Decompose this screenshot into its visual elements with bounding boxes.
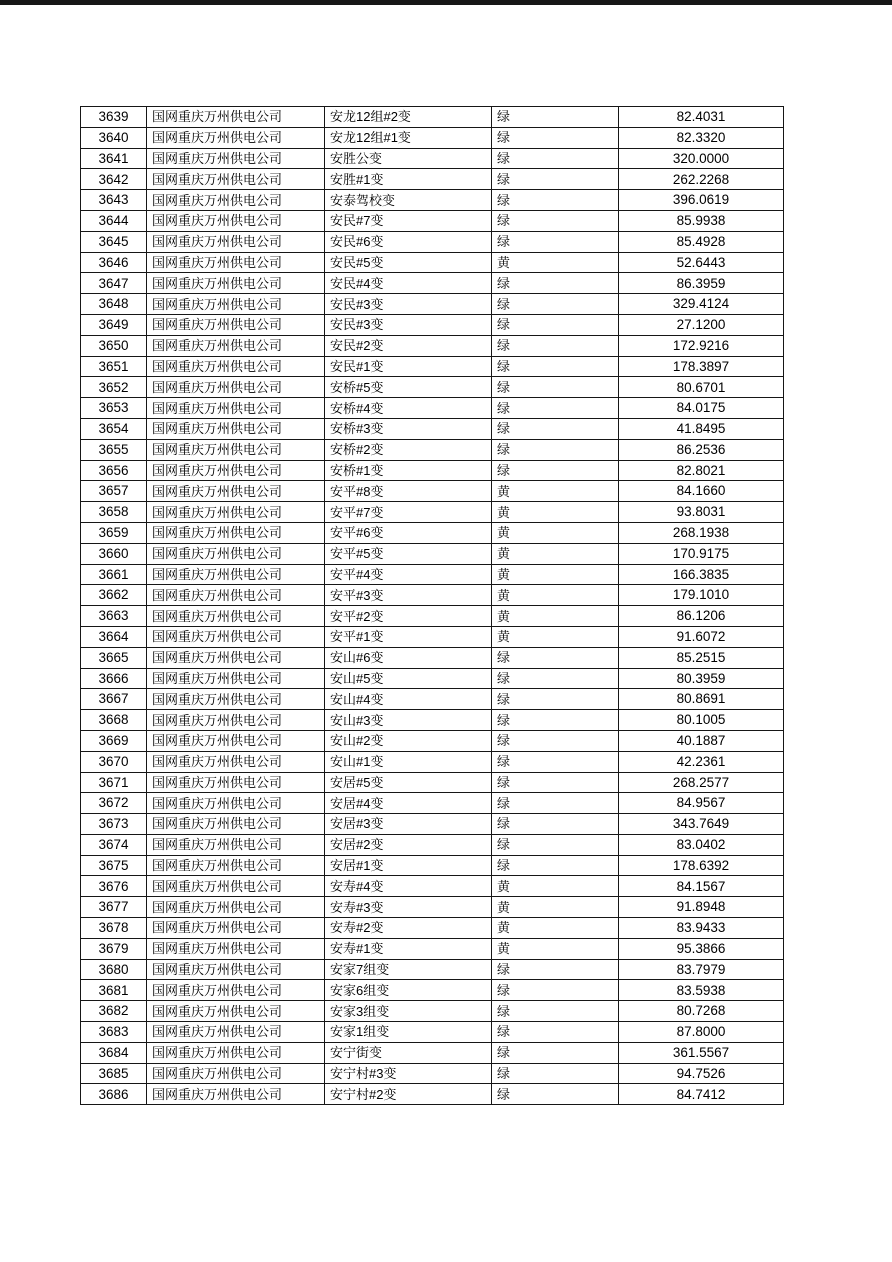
cell-company-name: 国网重庆万州供电公司 — [147, 481, 325, 502]
cell-status-label: 绿 — [492, 335, 619, 356]
cell-transformer-name: 安桥#4变 — [325, 398, 492, 419]
table-row — [81, 335, 784, 356]
cell-row-number: 3678 — [81, 918, 147, 939]
cell-company-name: 国网重庆万州供电公司 — [147, 169, 325, 190]
cell-transformer-name: 安龙12组#2变 — [325, 107, 492, 128]
cell-numeric-value: 94.7526 — [619, 1063, 784, 1084]
cell-numeric-value: 361.5567 — [619, 1042, 784, 1063]
cell-numeric-value: 170.9175 — [619, 543, 784, 564]
table-row — [81, 959, 784, 980]
cell-status-label: 黄 — [492, 876, 619, 897]
cell-transformer-name: 安居#3变 — [325, 814, 492, 835]
cell-status-label: 黄 — [492, 543, 619, 564]
cell-numeric-value: 27.1200 — [619, 314, 784, 335]
cell-transformer-name: 安桥#5变 — [325, 377, 492, 398]
cell-row-number: 3647 — [81, 273, 147, 294]
cell-company-name: 国网重庆万州供电公司 — [147, 876, 325, 897]
cell-row-number: 3667 — [81, 689, 147, 710]
cell-transformer-name: 安平#8变 — [325, 481, 492, 502]
cell-numeric-value: 86.3959 — [619, 273, 784, 294]
table-row — [81, 772, 784, 793]
cell-transformer-name: 安平#7变 — [325, 502, 492, 523]
cell-transformer-name: 安平#3变 — [325, 585, 492, 606]
cell-row-number: 3680 — [81, 959, 147, 980]
cell-numeric-value: 396.0619 — [619, 190, 784, 211]
cell-numeric-value: 80.8691 — [619, 689, 784, 710]
cell-row-number: 3668 — [81, 710, 147, 731]
cell-transformer-name: 安民#3变 — [325, 314, 492, 335]
cell-numeric-value: 178.6392 — [619, 855, 784, 876]
table-row — [81, 418, 784, 439]
cell-transformer-name: 安宁街变 — [325, 1042, 492, 1063]
cell-status-label: 绿 — [492, 127, 619, 148]
cell-status-label: 绿 — [492, 418, 619, 439]
cell-row-number: 3686 — [81, 1084, 147, 1105]
cell-numeric-value: 84.0175 — [619, 398, 784, 419]
cell-status-label: 绿 — [492, 377, 619, 398]
cell-transformer-name: 安民#5变 — [325, 252, 492, 273]
cell-status-label: 绿 — [492, 1001, 619, 1022]
cell-transformer-name: 安平#6变 — [325, 522, 492, 543]
table-row — [81, 210, 784, 231]
cell-company-name: 国网重庆万州供电公司 — [147, 273, 325, 294]
cell-status-label: 绿 — [492, 710, 619, 731]
cell-numeric-value: 166.3835 — [619, 564, 784, 585]
cell-numeric-value: 82.8021 — [619, 460, 784, 481]
cell-numeric-value: 320.0000 — [619, 148, 784, 169]
cell-row-number: 3657 — [81, 481, 147, 502]
cell-row-number: 3649 — [81, 314, 147, 335]
cell-status-label: 绿 — [492, 793, 619, 814]
cell-transformer-name: 安龙12组#1变 — [325, 127, 492, 148]
table-row — [81, 252, 784, 273]
cell-transformer-name: 安山#6变 — [325, 647, 492, 668]
cell-numeric-value: 178.3897 — [619, 356, 784, 377]
cell-company-name: 国网重庆万州供电公司 — [147, 148, 325, 169]
cell-transformer-name: 安桥#1变 — [325, 460, 492, 481]
cell-company-name: 国网重庆万州供电公司 — [147, 585, 325, 606]
cell-status-label: 绿 — [492, 190, 619, 211]
table-row — [81, 460, 784, 481]
cell-company-name: 国网重庆万州供电公司 — [147, 398, 325, 419]
table-row — [81, 377, 784, 398]
table-row — [81, 876, 784, 897]
cell-transformer-name: 安宁村#3变 — [325, 1063, 492, 1084]
cell-numeric-value: 179.1010 — [619, 585, 784, 606]
cell-company-name: 国网重庆万州供电公司 — [147, 980, 325, 1001]
cell-row-number: 3650 — [81, 335, 147, 356]
cell-status-label: 黄 — [492, 252, 619, 273]
cell-transformer-name: 安民#1变 — [325, 356, 492, 377]
cell-row-number: 3677 — [81, 897, 147, 918]
cell-company-name: 国网重庆万州供电公司 — [147, 1022, 325, 1043]
cell-numeric-value: 84.1567 — [619, 876, 784, 897]
cell-numeric-value: 87.8000 — [619, 1022, 784, 1043]
table-row — [81, 1084, 784, 1105]
cell-status-label: 绿 — [492, 1084, 619, 1105]
cell-status-label: 绿 — [492, 169, 619, 190]
cell-row-number: 3655 — [81, 439, 147, 460]
cell-row-number: 3676 — [81, 876, 147, 897]
table-row — [81, 356, 784, 377]
cell-transformer-name: 安寿#1变 — [325, 938, 492, 959]
cell-status-label: 黄 — [492, 585, 619, 606]
cell-transformer-name: 安寿#2变 — [325, 918, 492, 939]
cell-company-name: 国网重庆万州供电公司 — [147, 730, 325, 751]
cell-company-name: 国网重庆万州供电公司 — [147, 190, 325, 211]
cell-company-name: 国网重庆万州供电公司 — [147, 938, 325, 959]
table-row — [81, 730, 784, 751]
cell-transformer-name: 安居#1变 — [325, 855, 492, 876]
cell-status-label: 黄 — [492, 522, 619, 543]
cell-row-number: 3639 — [81, 107, 147, 128]
cell-numeric-value: 91.8948 — [619, 897, 784, 918]
cell-numeric-value: 172.9216 — [619, 335, 784, 356]
cell-transformer-name: 安宁村#2变 — [325, 1084, 492, 1105]
cell-status-label: 绿 — [492, 980, 619, 1001]
cell-transformer-name: 安山#3变 — [325, 710, 492, 731]
cell-numeric-value: 85.9938 — [619, 210, 784, 231]
table-row — [81, 231, 784, 252]
cell-row-number: 3683 — [81, 1022, 147, 1043]
cell-company-name: 国网重庆万州供电公司 — [147, 210, 325, 231]
table-row — [81, 814, 784, 835]
table-row — [81, 647, 784, 668]
cell-company-name: 国网重庆万州供电公司 — [147, 107, 325, 128]
cell-row-number: 3672 — [81, 793, 147, 814]
cell-company-name: 国网重庆万州供电公司 — [147, 1001, 325, 1022]
cell-numeric-value: 86.2536 — [619, 439, 784, 460]
cell-row-number: 3664 — [81, 626, 147, 647]
cell-company-name: 国网重庆万州供电公司 — [147, 1063, 325, 1084]
cell-company-name: 国网重庆万州供电公司 — [147, 252, 325, 273]
table-row — [81, 1042, 784, 1063]
table-row — [81, 398, 784, 419]
table-row — [81, 127, 784, 148]
cell-numeric-value: 85.2515 — [619, 647, 784, 668]
table-row — [81, 855, 784, 876]
cell-numeric-value: 40.1887 — [619, 730, 784, 751]
cell-row-number: 3659 — [81, 522, 147, 543]
cell-company-name: 国网重庆万州供电公司 — [147, 834, 325, 855]
cell-status-label: 绿 — [492, 294, 619, 315]
table-row — [81, 294, 784, 315]
cell-status-label: 绿 — [492, 772, 619, 793]
cell-company-name: 国网重庆万州供电公司 — [147, 959, 325, 980]
cell-status-label: 绿 — [492, 1022, 619, 1043]
table-row — [81, 751, 784, 772]
cell-numeric-value: 83.9433 — [619, 918, 784, 939]
cell-row-number: 3682 — [81, 1001, 147, 1022]
cell-row-number: 3646 — [81, 252, 147, 273]
table-row — [81, 793, 784, 814]
cell-status-label: 绿 — [492, 959, 619, 980]
cell-status-label: 绿 — [492, 668, 619, 689]
cell-status-label: 黄 — [492, 918, 619, 939]
table-row — [81, 273, 784, 294]
table-row — [81, 918, 784, 939]
cell-transformer-name: 安平#5变 — [325, 543, 492, 564]
cell-company-name: 国网重庆万州供电公司 — [147, 439, 325, 460]
cell-status-label: 绿 — [492, 210, 619, 231]
cell-company-name: 国网重庆万州供电公司 — [147, 522, 325, 543]
table-row — [81, 169, 784, 190]
table-row — [81, 668, 784, 689]
cell-numeric-value: 80.3959 — [619, 668, 784, 689]
cell-row-number: 3685 — [81, 1063, 147, 1084]
cell-transformer-name: 安平#4变 — [325, 564, 492, 585]
cell-status-label: 绿 — [492, 356, 619, 377]
cell-transformer-name: 安家3组变 — [325, 1001, 492, 1022]
cell-row-number: 3654 — [81, 418, 147, 439]
cell-row-number: 3666 — [81, 668, 147, 689]
cell-numeric-value: 80.6701 — [619, 377, 784, 398]
cell-status-label: 黄 — [492, 606, 619, 627]
cell-numeric-value: 83.5938 — [619, 980, 784, 1001]
cell-company-name: 国网重庆万州供电公司 — [147, 1084, 325, 1105]
cell-transformer-name: 安家6组变 — [325, 980, 492, 1001]
cell-transformer-name: 安平#2变 — [325, 606, 492, 627]
cell-transformer-name: 安民#6变 — [325, 231, 492, 252]
cell-row-number: 3671 — [81, 772, 147, 793]
cell-numeric-value: 86.1206 — [619, 606, 784, 627]
cell-numeric-value: 41.8495 — [619, 418, 784, 439]
cell-company-name: 国网重庆万州供电公司 — [147, 1042, 325, 1063]
cell-numeric-value: 82.4031 — [619, 107, 784, 128]
cell-row-number: 3648 — [81, 294, 147, 315]
cell-company-name: 国网重庆万州供电公司 — [147, 127, 325, 148]
cell-numeric-value: 329.4124 — [619, 294, 784, 315]
cell-row-number: 3642 — [81, 169, 147, 190]
cell-company-name: 国网重庆万州供电公司 — [147, 751, 325, 772]
cell-company-name: 国网重庆万州供电公司 — [147, 377, 325, 398]
cell-status-label: 黄 — [492, 938, 619, 959]
table-row — [81, 606, 784, 627]
cell-numeric-value: 95.3866 — [619, 938, 784, 959]
cell-transformer-name: 安民#7变 — [325, 210, 492, 231]
cell-numeric-value: 42.2361 — [619, 751, 784, 772]
cell-company-name: 国网重庆万州供电公司 — [147, 606, 325, 627]
table-row — [81, 980, 784, 1001]
cell-status-label: 黄 — [492, 626, 619, 647]
cell-company-name: 国网重庆万州供电公司 — [147, 918, 325, 939]
cell-status-label: 绿 — [492, 1063, 619, 1084]
cell-status-label: 绿 — [492, 107, 619, 128]
table-row — [81, 481, 784, 502]
cell-company-name: 国网重庆万州供电公司 — [147, 543, 325, 564]
cell-transformer-name: 安家7组变 — [325, 959, 492, 980]
cell-company-name: 国网重庆万州供电公司 — [147, 564, 325, 585]
cell-transformer-name: 安居#2变 — [325, 834, 492, 855]
cell-numeric-value: 84.9567 — [619, 793, 784, 814]
cell-row-number: 3661 — [81, 564, 147, 585]
cell-status-label: 绿 — [492, 834, 619, 855]
cell-row-number: 3652 — [81, 377, 147, 398]
cell-status-label: 绿 — [492, 647, 619, 668]
table-row — [81, 689, 784, 710]
cell-row-number: 3673 — [81, 814, 147, 835]
cell-numeric-value: 262.2268 — [619, 169, 784, 190]
table-row — [81, 439, 784, 460]
cell-transformer-name: 安山#2变 — [325, 730, 492, 751]
cell-transformer-name: 安山#5变 — [325, 668, 492, 689]
cell-numeric-value: 268.1938 — [619, 522, 784, 543]
cell-company-name: 国网重庆万州供电公司 — [147, 897, 325, 918]
cell-status-label: 绿 — [492, 689, 619, 710]
cell-numeric-value: 80.1005 — [619, 710, 784, 731]
table-row — [81, 626, 784, 647]
cell-transformer-name: 安家1组变 — [325, 1022, 492, 1043]
table-row — [81, 564, 784, 585]
table-row — [81, 107, 784, 128]
table-row — [81, 938, 784, 959]
table-row — [81, 834, 784, 855]
cell-row-number: 3681 — [81, 980, 147, 1001]
cell-company-name: 国网重庆万州供电公司 — [147, 710, 325, 731]
cell-status-label: 绿 — [492, 314, 619, 335]
cell-company-name: 国网重庆万州供电公司 — [147, 668, 325, 689]
cell-status-label: 绿 — [492, 398, 619, 419]
cell-numeric-value: 268.2577 — [619, 772, 784, 793]
table-row — [81, 585, 784, 606]
cell-status-label: 绿 — [492, 730, 619, 751]
cell-status-label: 绿 — [492, 439, 619, 460]
cell-company-name: 国网重庆万州供电公司 — [147, 231, 325, 252]
cell-transformer-name: 安山#4变 — [325, 689, 492, 710]
table-body — [81, 107, 784, 1105]
cell-numeric-value: 93.8031 — [619, 502, 784, 523]
cell-status-label: 黄 — [492, 502, 619, 523]
cell-numeric-value: 84.1660 — [619, 481, 784, 502]
cell-numeric-value: 343.7649 — [619, 814, 784, 835]
cell-status-label: 绿 — [492, 751, 619, 772]
table-row — [81, 1001, 784, 1022]
cell-transformer-name: 安桥#2变 — [325, 439, 492, 460]
cell-company-name: 国网重庆万州供电公司 — [147, 356, 325, 377]
cell-row-number: 3640 — [81, 127, 147, 148]
cell-numeric-value: 91.6072 — [619, 626, 784, 647]
cell-status-label: 黄 — [492, 481, 619, 502]
cell-row-number: 3641 — [81, 148, 147, 169]
table-row — [81, 1063, 784, 1084]
cell-row-number: 3644 — [81, 210, 147, 231]
table-row — [81, 502, 784, 523]
cell-status-label: 绿 — [492, 231, 619, 252]
cell-status-label: 绿 — [492, 855, 619, 876]
table-row — [81, 1022, 784, 1043]
cell-status-label: 绿 — [492, 273, 619, 294]
cell-transformer-name: 安平#1变 — [325, 626, 492, 647]
cell-row-number: 3645 — [81, 231, 147, 252]
cell-company-name: 国网重庆万州供电公司 — [147, 647, 325, 668]
cell-row-number: 3660 — [81, 543, 147, 564]
table-row — [81, 897, 784, 918]
cell-row-number: 3665 — [81, 647, 147, 668]
cell-row-number: 3669 — [81, 730, 147, 751]
cell-numeric-value: 82.3320 — [619, 127, 784, 148]
cell-transformer-name: 安胜公变 — [325, 148, 492, 169]
cell-transformer-name: 安山#1变 — [325, 751, 492, 772]
cell-status-label: 绿 — [492, 814, 619, 835]
cell-company-name: 国网重庆万州供电公司 — [147, 460, 325, 481]
table-row — [81, 148, 784, 169]
cell-status-label: 绿 — [492, 148, 619, 169]
cell-company-name: 国网重庆万州供电公司 — [147, 689, 325, 710]
cell-transformer-name: 安居#4变 — [325, 793, 492, 814]
cell-transformer-name: 安泰驾校变 — [325, 190, 492, 211]
cell-numeric-value: 80.7268 — [619, 1001, 784, 1022]
cell-numeric-value: 52.6443 — [619, 252, 784, 273]
table-row — [81, 543, 784, 564]
cell-transformer-name: 安寿#4变 — [325, 876, 492, 897]
table-row — [81, 190, 784, 211]
cell-row-number: 3653 — [81, 398, 147, 419]
cell-row-number: 3643 — [81, 190, 147, 211]
cell-company-name: 国网重庆万州供电公司 — [147, 294, 325, 315]
cell-row-number: 3674 — [81, 834, 147, 855]
table-row — [81, 522, 784, 543]
cell-row-number: 3679 — [81, 938, 147, 959]
cell-row-number: 3670 — [81, 751, 147, 772]
cell-transformer-name: 安寿#3变 — [325, 897, 492, 918]
cell-numeric-value: 85.4928 — [619, 231, 784, 252]
cell-company-name: 国网重庆万州供电公司 — [147, 772, 325, 793]
table-row — [81, 314, 784, 335]
cell-row-number: 3663 — [81, 606, 147, 627]
cell-transformer-name: 安居#5变 — [325, 772, 492, 793]
transformer-data-table — [80, 106, 784, 1105]
page-top-edge-bar — [0, 0, 892, 5]
table-row — [81, 710, 784, 731]
cell-status-label: 绿 — [492, 1042, 619, 1063]
cell-company-name: 国网重庆万州供电公司 — [147, 502, 325, 523]
cell-numeric-value: 84.7412 — [619, 1084, 784, 1105]
cell-numeric-value: 83.0402 — [619, 834, 784, 855]
cell-transformer-name: 安民#3变 — [325, 294, 492, 315]
cell-row-number: 3651 — [81, 356, 147, 377]
cell-company-name: 国网重庆万州供电公司 — [147, 855, 325, 876]
cell-company-name: 国网重庆万州供电公司 — [147, 335, 325, 356]
cell-row-number: 3684 — [81, 1042, 147, 1063]
cell-transformer-name: 安民#2变 — [325, 335, 492, 356]
cell-company-name: 国网重庆万州供电公司 — [147, 314, 325, 335]
cell-company-name: 国网重庆万州供电公司 — [147, 418, 325, 439]
cell-row-number: 3656 — [81, 460, 147, 481]
cell-transformer-name: 安胜#1变 — [325, 169, 492, 190]
cell-status-label: 黄 — [492, 564, 619, 585]
cell-company-name: 国网重庆万州供电公司 — [147, 626, 325, 647]
cell-transformer-name: 安民#4变 — [325, 273, 492, 294]
cell-numeric-value: 83.7979 — [619, 959, 784, 980]
cell-company-name: 国网重庆万州供电公司 — [147, 814, 325, 835]
cell-status-label: 黄 — [492, 897, 619, 918]
cell-transformer-name: 安桥#3变 — [325, 418, 492, 439]
cell-status-label: 绿 — [492, 460, 619, 481]
cell-company-name: 国网重庆万州供电公司 — [147, 793, 325, 814]
cell-row-number: 3675 — [81, 855, 147, 876]
cell-row-number: 3658 — [81, 502, 147, 523]
cell-row-number: 3662 — [81, 585, 147, 606]
